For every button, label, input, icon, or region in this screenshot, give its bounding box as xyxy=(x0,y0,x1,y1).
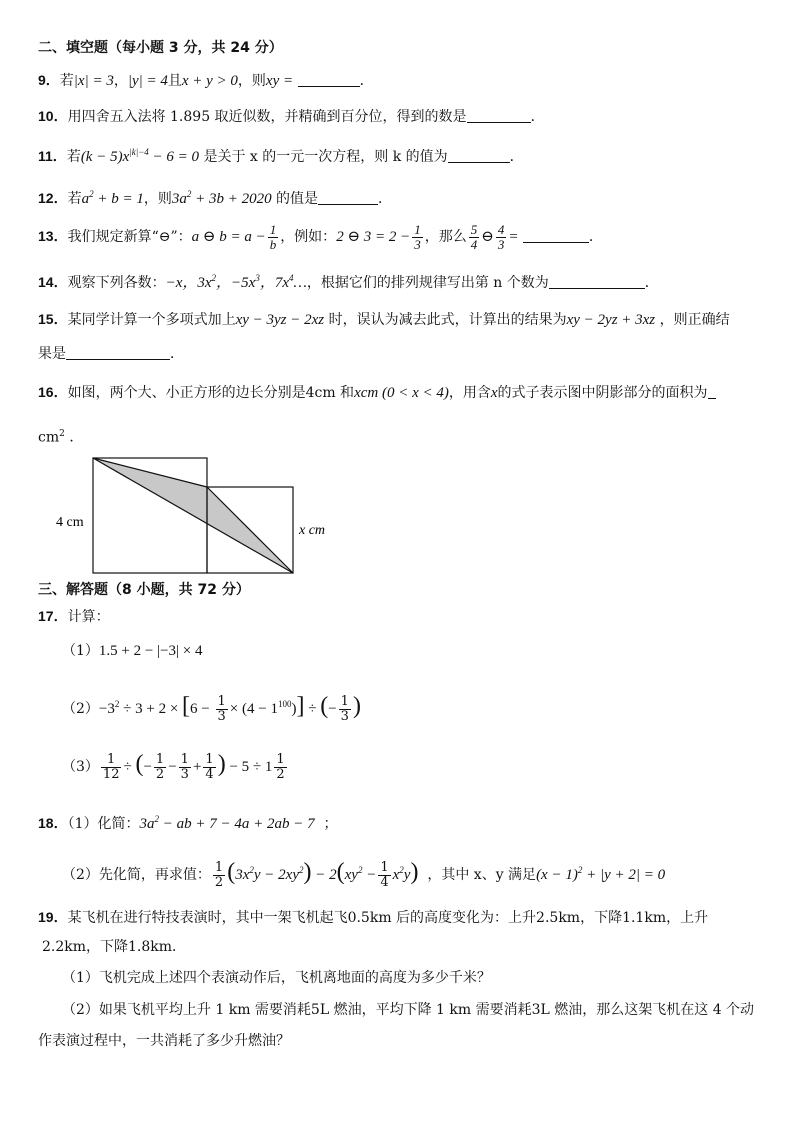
math: $(k - 5)x^{|k|-4} - 6 = 0$ xyxy=(80,147,200,165)
question-17-part-3: （3） $\frac{1}{12}$ ÷ (− $\frac{1}{2}$ − $\frac{1}{3}$ + $\frac{1}{4}$ ) − 5 ÷ 1 $\frac{1}{2}$ xyxy=(62,751,285,782)
question-12: 12．若$a^2 + b = 1$，则$3a^2 + 3b + 2020$ 的值是 ． xyxy=(38,189,393,207)
question-17-part-1: （1）1.5 + 2 − |−3| × 4 xyxy=(62,643,203,659)
answer-blank[interactable] xyxy=(298,72,360,87)
fraction: $\frac{1}{12}$ xyxy=(102,751,120,782)
answer-blank[interactable] xyxy=(66,345,170,360)
fraction: $\frac{1}{2}$ xyxy=(276,751,285,782)
math: $a^2 + b = 1$ xyxy=(81,189,144,207)
fraction: $\frac{1}{3}$ xyxy=(414,221,421,252)
answer-blank[interactable] xyxy=(467,108,531,123)
question-19-part-1: （1）飞机完成上述四个表演动作后，飞机离地面的高度为多少千米？ xyxy=(62,970,491,986)
math: $3a^2 + 3b + 2020$ xyxy=(171,189,272,207)
question-10: 10．用四舍五入法将 1.895 取近似数，并精确到百分位，得到的数是 ． xyxy=(38,108,545,125)
label-4cm: 4 cm xyxy=(56,515,84,530)
answer-blank[interactable] xyxy=(549,274,645,289)
answer-blank[interactable] xyxy=(708,384,716,399)
question-19-part-2-cont: 作表演过程中，一共消耗了多少升燃油？ xyxy=(38,1033,290,1049)
fraction: $\frac{1}{b}$ xyxy=(269,221,277,252)
math: x + y > 0 xyxy=(181,73,238,89)
question-19: 19．某飞机在进行特技表演时，其中一架飞机起飞0.5km 后的高度变化为：上升2.5km，下降1.1km，上升 xyxy=(38,909,709,926)
question-18: 18．（1）化简：$3a^2$ − ab + 7 − 4a + 2ab − 7 ； xyxy=(38,814,338,832)
question-11: 11．若$(k - 5)x^{|k|-4} - 6 = 0$ 是关于 x 的一元一次方程，则 k 的值为 ． xyxy=(38,147,524,165)
math: x xyxy=(490,385,498,401)
math: $-3^2 \div 3 + 2 \times [6$ − xyxy=(98,693,214,719)
fraction: $\frac{1}{3}$ xyxy=(340,693,349,724)
math: −x，$3x^2$，$-5x^3$，$7x^4\dots$ xyxy=(165,273,307,291)
math: |y| = 4 xyxy=(127,73,168,89)
question-16-unit: $cm^2$ ． xyxy=(38,429,84,446)
question-17-part-2: $(2)-3^2 \div 3 + 2 \times [6$ − $\frac{1}{3}$ × $(4 - 1^{100})$] ÷ (− $\frac{1}{3}$ ) xyxy=(62,693,361,724)
fraction: $\frac{1}{2}$ xyxy=(214,859,224,890)
math: xy − 3yz − 2xz xyxy=(235,312,325,328)
question-19-part-2: （2）如果飞机平均上升 1 km 需要消耗5L 燃油，平均下降 1 km 需要消耗3L 燃油，那么这架飞机在这 4 个动 xyxy=(62,1002,755,1018)
question-15: 15．某同学计算一个多项式加上xy − 3yz − 2xz 时，误认为减去此式，计算出的结果为xy − 2yz + 3xz ，则正确结 xyxy=(38,311,730,328)
math: xy − 2yz + 3xz xyxy=(566,312,656,328)
fraction: $\frac{1}{4}$ xyxy=(205,751,214,782)
answer-blank[interactable] xyxy=(318,190,378,205)
math: $(3x^2y - 2xy^2) - 2(xy^2$ − xyxy=(227,859,377,885)
fraction: $\frac{4}{3}$ xyxy=(497,221,505,252)
question-14: 14．观察下列各数：−x，$3x^2$，$-5x^3$，$7x^4\dots$，根据它们的排列规律写出第 n 个数为 ． xyxy=(38,273,659,291)
math: xcm (0 < x < 4) xyxy=(354,385,449,401)
label-xcm: x cm xyxy=(299,523,326,538)
section-2-title: 二、填空题（每小题 3 分，共 24 分） xyxy=(38,40,283,56)
math: |x| = 3 xyxy=(73,73,114,89)
math: a ⊖ b = a − xyxy=(191,229,266,245)
fraction: $\frac{1}{3}$ xyxy=(180,751,189,782)
math: 1.5 + 2 − |−3| × 4 xyxy=(98,643,203,659)
fraction: $\frac{1}{4}$ xyxy=(380,859,389,890)
question-16: 16．如图，两个大、小正方形的边长分别是4cm 和xcm (0 < x < 4)，用含x的式子表示图中阴影部分的面积为 xyxy=(38,382,716,403)
question-19-line-2: 2.2km，下降1.8km． xyxy=(42,939,187,955)
math: $(x - 1)^2 + |y + 2| = 0$ xyxy=(536,865,666,883)
question-15-cont: 果是 ． xyxy=(38,346,184,362)
answer-blank[interactable] xyxy=(523,228,589,243)
answer-blank[interactable] xyxy=(448,148,510,163)
math: 2 ⊖ 3 = 2 − xyxy=(336,229,411,245)
math: xy = xyxy=(265,73,294,89)
question-17: 17．计算： xyxy=(38,608,110,625)
question-18-part-2: （2）先化简，再求值： $\frac{1}{2}$ $(3x^2y - 2xy^2) - 2(xy^2$ − $\frac{1}{4}$ $x^2y$) ，其中 x、y 满足$(x - 1)^2 + |y + 2| = 0$ xyxy=(62,859,666,890)
fraction: $\frac{5}{4}$ xyxy=(470,221,478,252)
question-9: 9．若|x| = 3，|y| = 4且x + y > 0，则xy = ． xyxy=(38,72,374,89)
squares-figure xyxy=(50,452,350,577)
fraction: $\frac{1}{2}$ xyxy=(155,751,165,782)
question-13: 13．我们规定新算“⊖”：a ⊖ b = a − $\frac{1}{b}$ ，例如：2 ⊖ 3 = 2 − $\frac{1}{3}$ ，那么 $\frac{5}{4}$ ⊖ $\frac{4}{3}$ = ． xyxy=(38,221,603,252)
fraction: $\frac{1}{3}$ xyxy=(217,693,226,724)
diagonal-line xyxy=(93,458,293,573)
section-3-title: 三、解答题（8 小题，共 72 分） xyxy=(38,582,250,598)
math: $3a^2$ − ab + 7 − 4a + 2ab − 7 xyxy=(139,814,315,832)
